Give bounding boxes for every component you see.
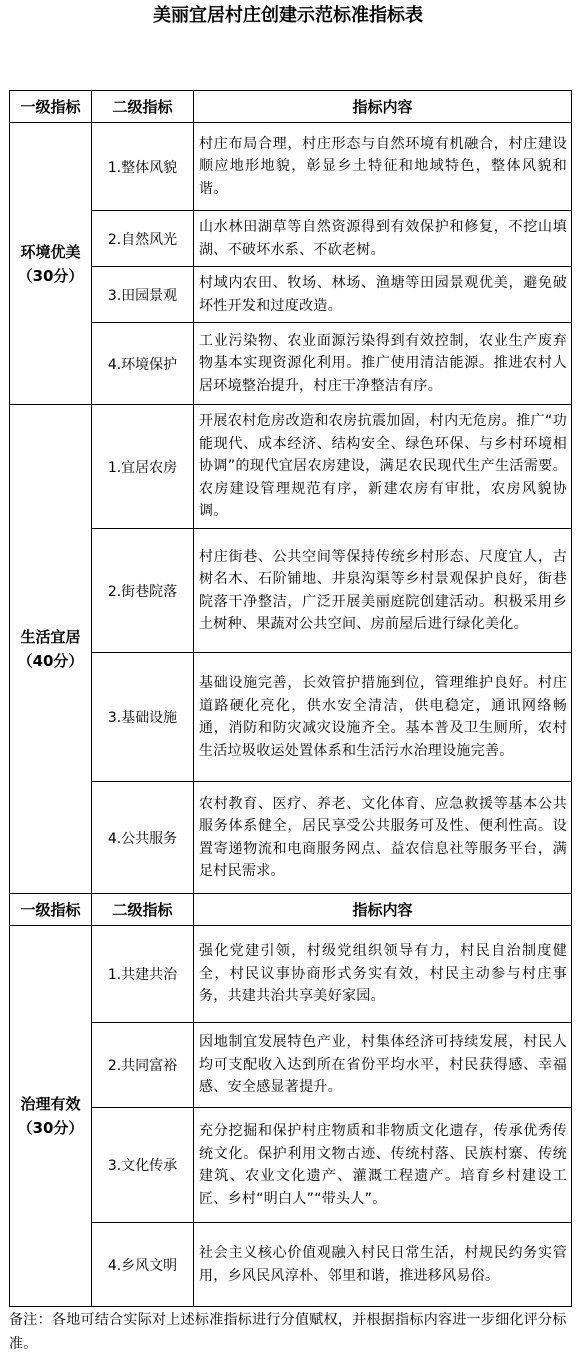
level2-label: 4.公共服务 [92, 782, 194, 894]
table-header-row [10, 91, 572, 123]
table-header-row [10, 894, 572, 926]
table-row [10, 926, 572, 1023]
table-row [10, 267, 572, 323]
level1-name: 治理有效 [20, 1095, 81, 1113]
header-content: 指标内容 [194, 91, 572, 123]
page-title: 美丽宜居村庄创建示范标准指标表 [153, 5, 423, 26]
level1-cell [10, 926, 92, 1307]
header-level2: 二级指标 [92, 91, 194, 123]
level2-label: 1.共建共治 [92, 926, 194, 1023]
indicator-content: 强化党建引领，村级党组织领导有力，村民自治制度健全，村民议事协商形式务实有效，村民主动参与村庄事务，共建共治共享美好家园。 [194, 926, 572, 1023]
level2-label: 3.文化传承 [92, 1108, 194, 1223]
indicator-content: 开展农村危房改造和农房抗震加固，村内无危房。推广“功能现代、成本经济、结构安全、绿色环保、与乡村环境相协调”的现代宜居农房建设，满足农民现代生产生活需要。农房建设管理规范有序，新建农房有审批，农房风貌协调。 [194, 405, 572, 529]
standards-table [9, 90, 572, 1307]
level2-label: 1.整体风貌 [92, 123, 194, 211]
level2-label: 2.街巷院落 [92, 529, 194, 653]
indicator-content: 村域内农田、牧场、林场、渔塘等田园景观优美，避免破坏性开发和过度改造。 [194, 267, 572, 323]
indicator-content: 社会主义核心价值观融入村民日常生活，村规民约务实管用，乡风民风淳朴、邻里和谐，推进移风易俗。 [194, 1223, 572, 1307]
table-row [10, 1223, 572, 1307]
level2-label: 1.宜居农房 [92, 405, 194, 529]
table-row [10, 1023, 572, 1108]
level1-name: 生活宜居 [20, 628, 81, 646]
level1-score: （30分） [17, 1119, 84, 1137]
table-row [10, 1108, 572, 1223]
level1-name: 环境优美 [20, 242, 81, 261]
table-row [10, 653, 572, 782]
table-row [10, 323, 572, 405]
level2-label: 4.环境保护 [92, 323, 194, 405]
header-level1: 一级指标 [10, 894, 92, 926]
header-content: 指标内容 [194, 894, 572, 926]
level2-label: 3.田园景观 [92, 267, 194, 323]
indicator-content: 因地制宜发展特色产业，村集体经济可持续发展，村民人均可支配收入达到所在省份平均水平，村民获得感、幸福感、安全感显著提升。 [194, 1023, 572, 1108]
table-row [10, 782, 572, 894]
table-row [10, 529, 572, 653]
level2-label: 3.基础设施 [92, 653, 194, 782]
indicator-content: 农村教育、医疗、养老、文化体育、应急救援等基本公共服务体系健全，居民享受公共服务可及性、便利性高。设置寄递物流和电商服务网点、益农信息社等服务平台，满足村民需求。 [194, 782, 572, 894]
indicator-content: 山水林田湖草等自然资源得到有效保护和修复，不挖山填湖、不破坏水系、不砍老树。 [194, 211, 572, 267]
header-level1: 一级指标 [10, 91, 92, 123]
level2-label: 2.自然风光 [92, 211, 194, 267]
level2-label: 4.乡风文明 [92, 1223, 194, 1307]
indicator-content: 村庄街巷、公共空间等保持传统乡村形态、尺度宜人，古树名木、石阶铺地、井泉沟渠等乡村景观保护良好，街巷院落干净整洁，广泛开展美丽庭院创建活动。积极采用乡土树种、果蔬对公共空间、房前屋后进行绿化美化。 [194, 529, 572, 653]
indicator-content: 充分挖掘和保护村庄物质和非物质文化遗存，传承优秀传统文化。保护利用文物古迹、传统村落、民族村寨、传统建筑、农业文化遗产、灌溉工程遗产。培育乡村建设工匠、乡村“明白人”“带头人”。 [194, 1108, 572, 1223]
level1-cell [10, 405, 92, 894]
level1-score: （30分） [17, 266, 84, 285]
level2-label: 2.共同富裕 [92, 1023, 194, 1108]
table-row [10, 405, 572, 529]
indicator-content: 工业污染物、农业面源污染得到有效控制，农业生产废弃物基本实现资源化利用。推广使用清洁能源。推进农村人居环境整治提升，村庄干净整洁有序。 [194, 323, 572, 405]
table-row [10, 123, 572, 211]
footnote: 备注：各地可结合实际对上述标准指标进行分值赋权，并根据指标内容进一步细化评分标准。 [9, 1312, 567, 1352]
table-row [10, 211, 572, 267]
indicator-content: 基础设施完善，长效管护措施到位，管理维护良好。村庄道路硬化亮化，供水安全清洁，供电稳定，通讯网络畅通，消防和防灾减灾设施齐全。基本普及卫生厕所，农村生活垃圾收运处置体系和生活污水治理设施完善。 [194, 653, 572, 782]
header-level2: 二级指标 [92, 894, 194, 926]
level1-cell [10, 123, 92, 405]
level1-score: （40分） [17, 652, 84, 670]
indicator-content: 村庄布局合理，村庄形态与自然环境有机融合，村庄建设顺应地形地貌，彰显乡土特征和地域特色，整体风貌和谐。 [194, 123, 572, 211]
